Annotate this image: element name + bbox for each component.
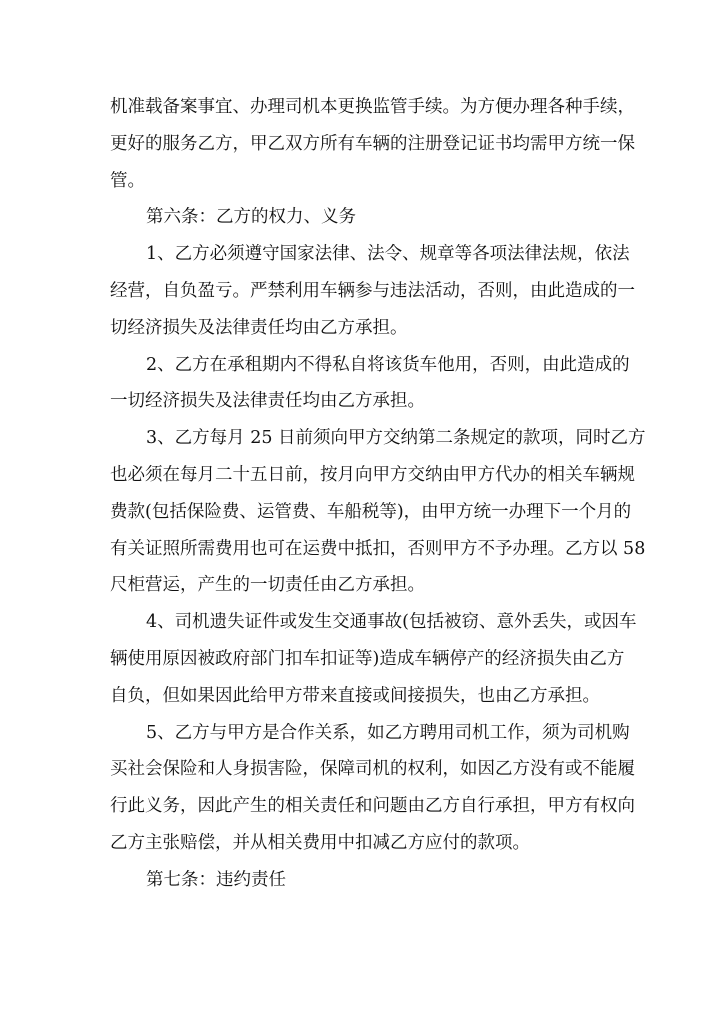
text-line: 一切经济损失及法律责任均由乙方承担。 (110, 391, 425, 412)
clause-4-line: 4、司机遗失证件或发生交通事故(包括被窃、意外丢失，或因车 (146, 612, 637, 633)
text-line: 有关证照所需费用也可在运费中抵扣，否则甲方不予办理。乙方以 58 (110, 538, 646, 559)
text-line: 行此义务，因此产生的相关责任和问题由乙方自行承担，甲方有权向 (110, 796, 635, 817)
text-line: 更好的服务乙方，甲乙双方所有车辆的注册登记证书均需甲方统一保 (110, 133, 635, 154)
document-body (110, 89, 646, 899)
text-line: 切经济损失及法律责任均由乙方承担。 (110, 317, 408, 338)
text-line: 费款(包括保险费、运管费、车船税等)，由甲方统一办理下一个月的 (110, 501, 632, 522)
section-heading-article-7: 第七条：违约责任 (146, 869, 286, 890)
text-line: 经营，自负盈亏。严禁利用车辆参与违法活动，否则，由此造成的一 (110, 280, 635, 301)
text-line: 辆使用原因被政府部门扣车扣证等)造成车辆停产的经济损失由乙方 (110, 648, 625, 669)
text-line: 也必须在每月二十五日前，按月向甲方交纳由甲方代办的相关车辆规 (110, 464, 635, 485)
text-line: 买社会保险和人身损害险，保障司机的权利，如因乙方没有或不能履 (110, 759, 635, 780)
clause-3-line: 3、乙方每月 25 日前须向甲方交纳第二条规定的款项，同时乙方 (146, 428, 646, 449)
section-heading-article-6: 第六条：乙方的权力、义务 (146, 207, 356, 228)
clause-5-line: 5、乙方与甲方是合作关系，如乙方聘用司机工作，须为司机购 (146, 722, 630, 743)
text-line: 管。 (110, 170, 145, 191)
text-line: 机准载备案事宜、办理司机本更换监管手续。为方便办理各种手续， (110, 97, 635, 117)
clause-2-line: 2、乙方在承租期内不得私自将该货车他用，否则，由此造成的 (146, 354, 630, 375)
text-line: 尺柜营运，产生的一切责任由乙方承担。 (110, 575, 425, 596)
text-line: 乙方主张赔偿，并从相关费用中扣减乙方应付的款项。 (110, 832, 530, 853)
clause-1-line: 1、乙方必须遵守国家法律、法令、规章等各项法律法规，依法 (146, 244, 630, 265)
text-line: 自负，但如果因此给甲方带来直接或间接损失，也由乙方承担。 (110, 685, 600, 706)
